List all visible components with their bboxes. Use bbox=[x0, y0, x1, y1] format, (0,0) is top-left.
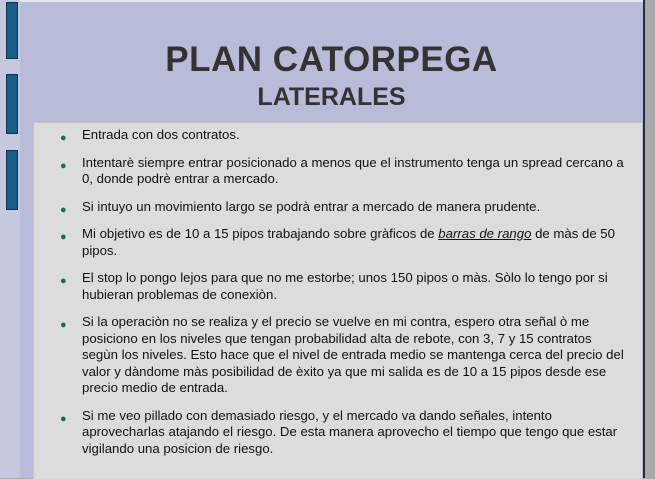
bullet-dot-icon: ● bbox=[60, 412, 67, 425]
list-item bbox=[34, 314, 642, 397]
bullet-dot-icon: ● bbox=[60, 132, 67, 144]
list-item bbox=[34, 270, 642, 303]
list-item-text: El stop lo pongo lejos para que no me estorbe; unos 150 pipos o màs. Sòlo lo tengo por si hubieran problemas de conexiòn. bbox=[82, 270, 608, 302]
slide-left-strip bbox=[0, 0, 20, 478]
list-item-text: Si la operaciòn no se realiza y el precio se vuelve en mi contra, espero otra señal ò me posiciono en los niveles que tengan probabilidad alta de rebote, con 3, 7 y 15 contratos segùn los niveles. Esto hace que el nivel de entrada medio se mantenga cerca del precio del valor y dàndome màs posibilidad de èxito ya que mi salida es de 10 a 15 pipos desde ese precio medio de entrada. bbox=[82, 314, 624, 395]
title-block bbox=[20, 38, 643, 112]
bullet-dot-icon: ● bbox=[60, 275, 67, 287]
side-tab-1 bbox=[6, 2, 18, 59]
list-item bbox=[34, 226, 642, 259]
bullet-list bbox=[34, 123, 642, 457]
bullet-dot-icon: ● bbox=[60, 231, 67, 243]
side-tab-3 bbox=[6, 150, 18, 210]
list-item-text: Entrada con dos contratos. bbox=[82, 127, 240, 142]
list-item bbox=[34, 408, 642, 458]
list-item-text: Si me veo pillado con demasiado riesgo, y el mercado va dando señales, intento aprovecharlas atajando el riesgo. De esta manera aprovecho el tiempo que tengo que estar vigilando una posicion de riesgo. bbox=[82, 407, 618, 456]
bullet-dot-icon: ● bbox=[60, 203, 67, 216]
list-item-text: Intentarè siempre entrar posicionado a menos que el instrumento tenga un spread cercano a 0, donde podrè entrar a mercado. bbox=[82, 154, 624, 186]
slide-title: PLAN CATORPEGA bbox=[165, 40, 498, 79]
list-item-text-before: Mi objetivo es de 10 a 15 pipos trabajando sobre gràficos de bbox=[82, 226, 439, 241]
list-item-text-after: de màs de 50 pipos. bbox=[82, 226, 615, 258]
bullet-dot-icon: ● bbox=[60, 319, 67, 331]
content-panel bbox=[33, 122, 642, 479]
list-item bbox=[34, 155, 642, 188]
list-item-text: Si intuyo un movimiento largo se podrà entrar a mercado de manera prudente. bbox=[82, 198, 541, 214]
side-tab-2 bbox=[6, 74, 18, 134]
list-item bbox=[34, 127, 642, 144]
list-item bbox=[34, 199, 642, 216]
slide-top-edge bbox=[0, 0, 643, 2]
list-item-emphasis: barras de rango bbox=[438, 226, 532, 241]
slide-subtitle: LATERALES bbox=[257, 83, 406, 111]
bullet-dot-icon: ● bbox=[60, 159, 67, 172]
